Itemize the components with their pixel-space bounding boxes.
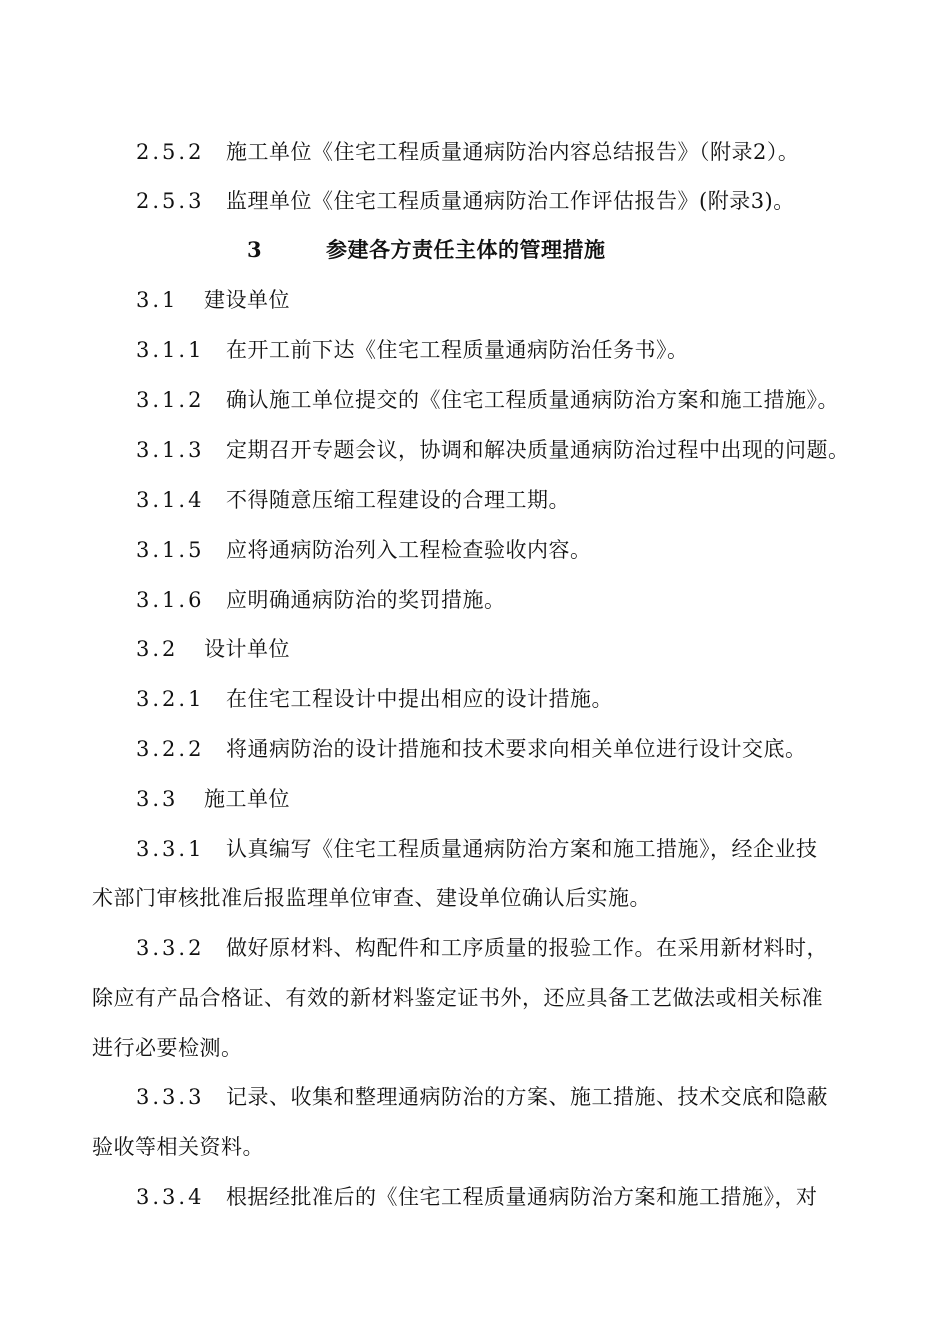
clause-number: 3.3.1: [136, 837, 205, 861]
clause-text-continued: 除应有产品合格证、有效的新材料鉴定证书外，还应具备工艺做法或相关标准: [92, 986, 823, 1010]
clause-number: 3.1.3: [136, 438, 205, 462]
clause-text: 监理单位《住宅工程质量通病防治工作评估报告》(附录3)。: [226, 189, 795, 213]
chapter-title: 参建各方责任主体的管理措施: [326, 237, 606, 262]
clause-text: 做好原材料、构配件和工序质量的报验工作。在采用新材料时，: [226, 936, 828, 960]
clause-text: 在住宅工程设计中提出相应的设计措施。: [226, 687, 613, 711]
clause-number: 2.5.2: [136, 140, 205, 164]
clause-number: 3.1.1: [136, 338, 205, 362]
clause-text-continued: 进行必要检测。: [92, 1036, 243, 1060]
clause-number: 3.3.3: [136, 1085, 205, 1109]
clause-number: 3.1.4: [136, 488, 205, 512]
section-number: 3.3: [136, 787, 179, 811]
clause-text: 定期召开专题会议，协调和解决质量通病防治过程中出现的问题。: [226, 438, 850, 462]
clause-text: 应将通病防治列入工程检查验收内容。: [226, 538, 592, 562]
clause-text: 认真编写《住宅工程质量通病防治方案和施工措施》，经企业技: [226, 837, 818, 861]
section-title: 建设单位: [204, 288, 290, 312]
clause-text: 施工单位《住宅工程质量通病防治内容总结报告》（附录2）。: [226, 140, 800, 164]
clause-text: 确认施工单位提交的《住宅工程质量通病防治方案和施工措施》。: [226, 388, 839, 412]
clause-text: 将通病防治的设计措施和技术要求向相关单位进行设计交底。: [226, 737, 807, 761]
clause-number: 3.1.6: [136, 588, 205, 612]
clause-number: 3.2.1: [136, 687, 205, 711]
clause-text: 不得随意压缩工程建设的合理工期。: [226, 488, 570, 512]
section-title: 设计单位: [204, 637, 290, 661]
clause-number: 3.3.2: [136, 936, 205, 960]
clause-text: 应明确通病防治的奖罚措施。: [226, 588, 506, 612]
clause-number: 3.1.5: [136, 538, 205, 562]
section-number: 3.1: [136, 288, 179, 312]
clause-number: 2.5.3: [136, 189, 205, 213]
clause-text-continued: 验收等相关资料。: [92, 1135, 264, 1159]
clause-number: 3.1.2: [136, 388, 205, 412]
chapter-number: 3: [247, 237, 262, 262]
clause-number: 3.3.4: [136, 1185, 205, 1209]
clause-number: 3.2.2: [136, 737, 205, 761]
section-title: 施工单位: [204, 787, 290, 811]
section-number: 3.2: [136, 637, 179, 661]
clause-text: 记录、收集和整理通病防治的方案、施工措施、技术交底和隐蔽: [226, 1085, 828, 1109]
clause-text: 根据经批准后的《住宅工程质量通病防治方案和施工措施》，对: [226, 1185, 818, 1209]
clause-text: 在开工前下达《住宅工程质量通病防治任务书》。: [226, 338, 689, 362]
clause-text-continued: 术部门审核批准后报监理单位审查、建设单位确认后实施。: [92, 886, 651, 910]
